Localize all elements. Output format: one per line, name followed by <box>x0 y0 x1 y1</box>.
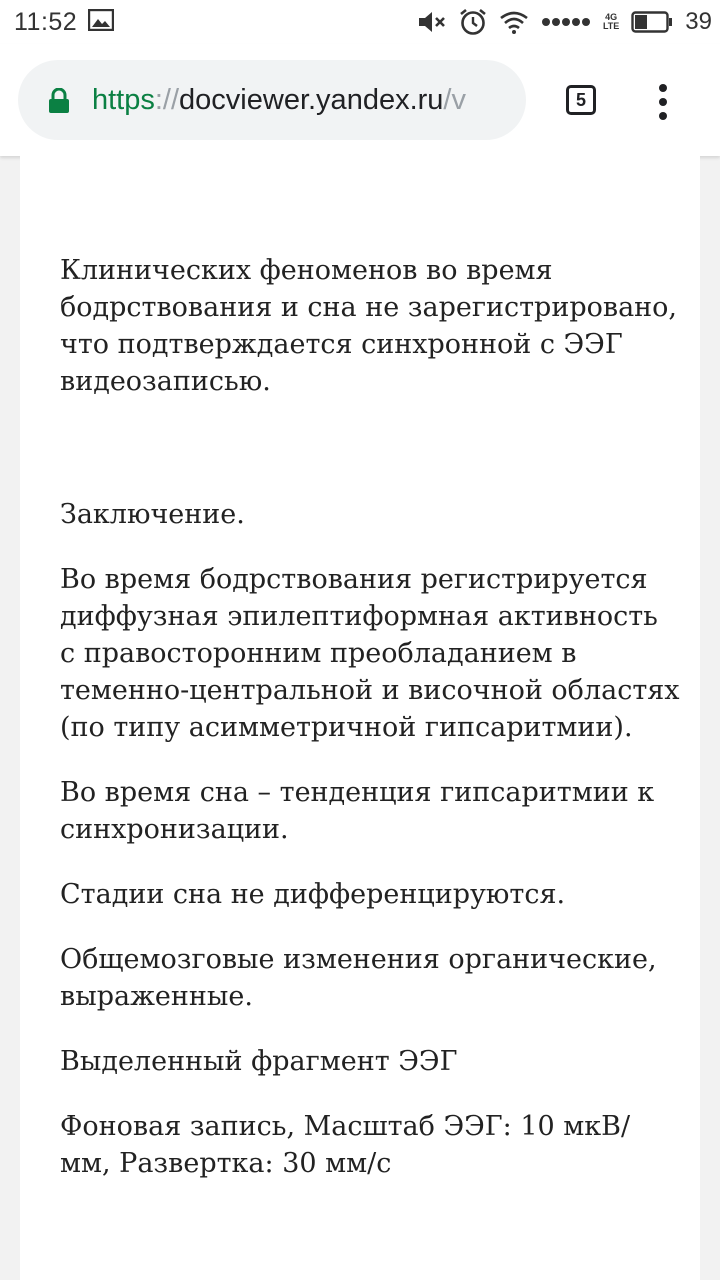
network-label-4g: 4G <box>605 12 618 22</box>
paragraph-sleep: Во время сна – тенденция гипсаритмии к синхронизации. <box>60 777 655 845</box>
status-icons <box>417 6 712 38</box>
lock-icon[interactable] <box>48 88 70 114</box>
document-page <box>20 156 700 1280</box>
menu-dot-icon <box>659 112 667 120</box>
paragraph-background-recording: Фоновая запись, Масштаб ЭЭГ: 10 мкВ/мм, Развертка: 30 мм/с <box>60 1111 631 1179</box>
battery-icon <box>631 11 673 33</box>
paragraph-eeg-fragment: Выделенный фрагмент ЭЭГ <box>60 1046 458 1077</box>
paragraph-conclusion-heading: Заключение. <box>60 499 245 530</box>
url-text[interactable] <box>92 82 512 118</box>
address-bar[interactable] <box>18 60 526 140</box>
battery-level: 39 <box>685 8 712 35</box>
url-separator: :// <box>154 84 180 116</box>
menu-dot-icon <box>659 98 667 106</box>
document-text <box>60 252 680 1182</box>
network-type <box>603 13 619 31</box>
mute-icon <box>417 9 447 35</box>
url-host: docviewer.yandex.ru <box>179 84 444 116</box>
url-scheme: https <box>92 84 155 116</box>
signal-icon <box>541 16 591 28</box>
overflow-menu-button[interactable] <box>648 80 678 124</box>
url-path: /v <box>443 84 466 116</box>
browser-toolbar <box>0 44 720 156</box>
menu-dot-icon <box>659 84 667 92</box>
paragraph-general-changes: Общемозговые изменения органические, выраженные. <box>60 944 657 1012</box>
paragraph-wakefulness: Во время бодрствования регистрируется диффузная эпилептиформная активность с правосторонним преобладанием в теменно-центральной и височной областях (по типу асимметричной гипсаритмии). <box>60 564 680 743</box>
paragraph-clinical-phenomena: Клинических феноменов во время бодрствования и сна не зарегистрировано, что подтверждается синхронной с ЭЭГ видеозаписью. <box>60 255 678 397</box>
image-icon <box>88 9 114 31</box>
tab-switcher-button[interactable] <box>566 85 596 115</box>
status-bar <box>0 0 720 44</box>
paragraph-sleep-stages: Стадии сна не дифференцируются. <box>60 879 566 910</box>
network-label-lte: LTE <box>602 21 620 31</box>
wifi-icon <box>499 10 529 34</box>
status-time: 11:52 <box>14 8 78 36</box>
tab-count: 5 <box>575 90 586 110</box>
alarm-icon <box>459 8 487 36</box>
